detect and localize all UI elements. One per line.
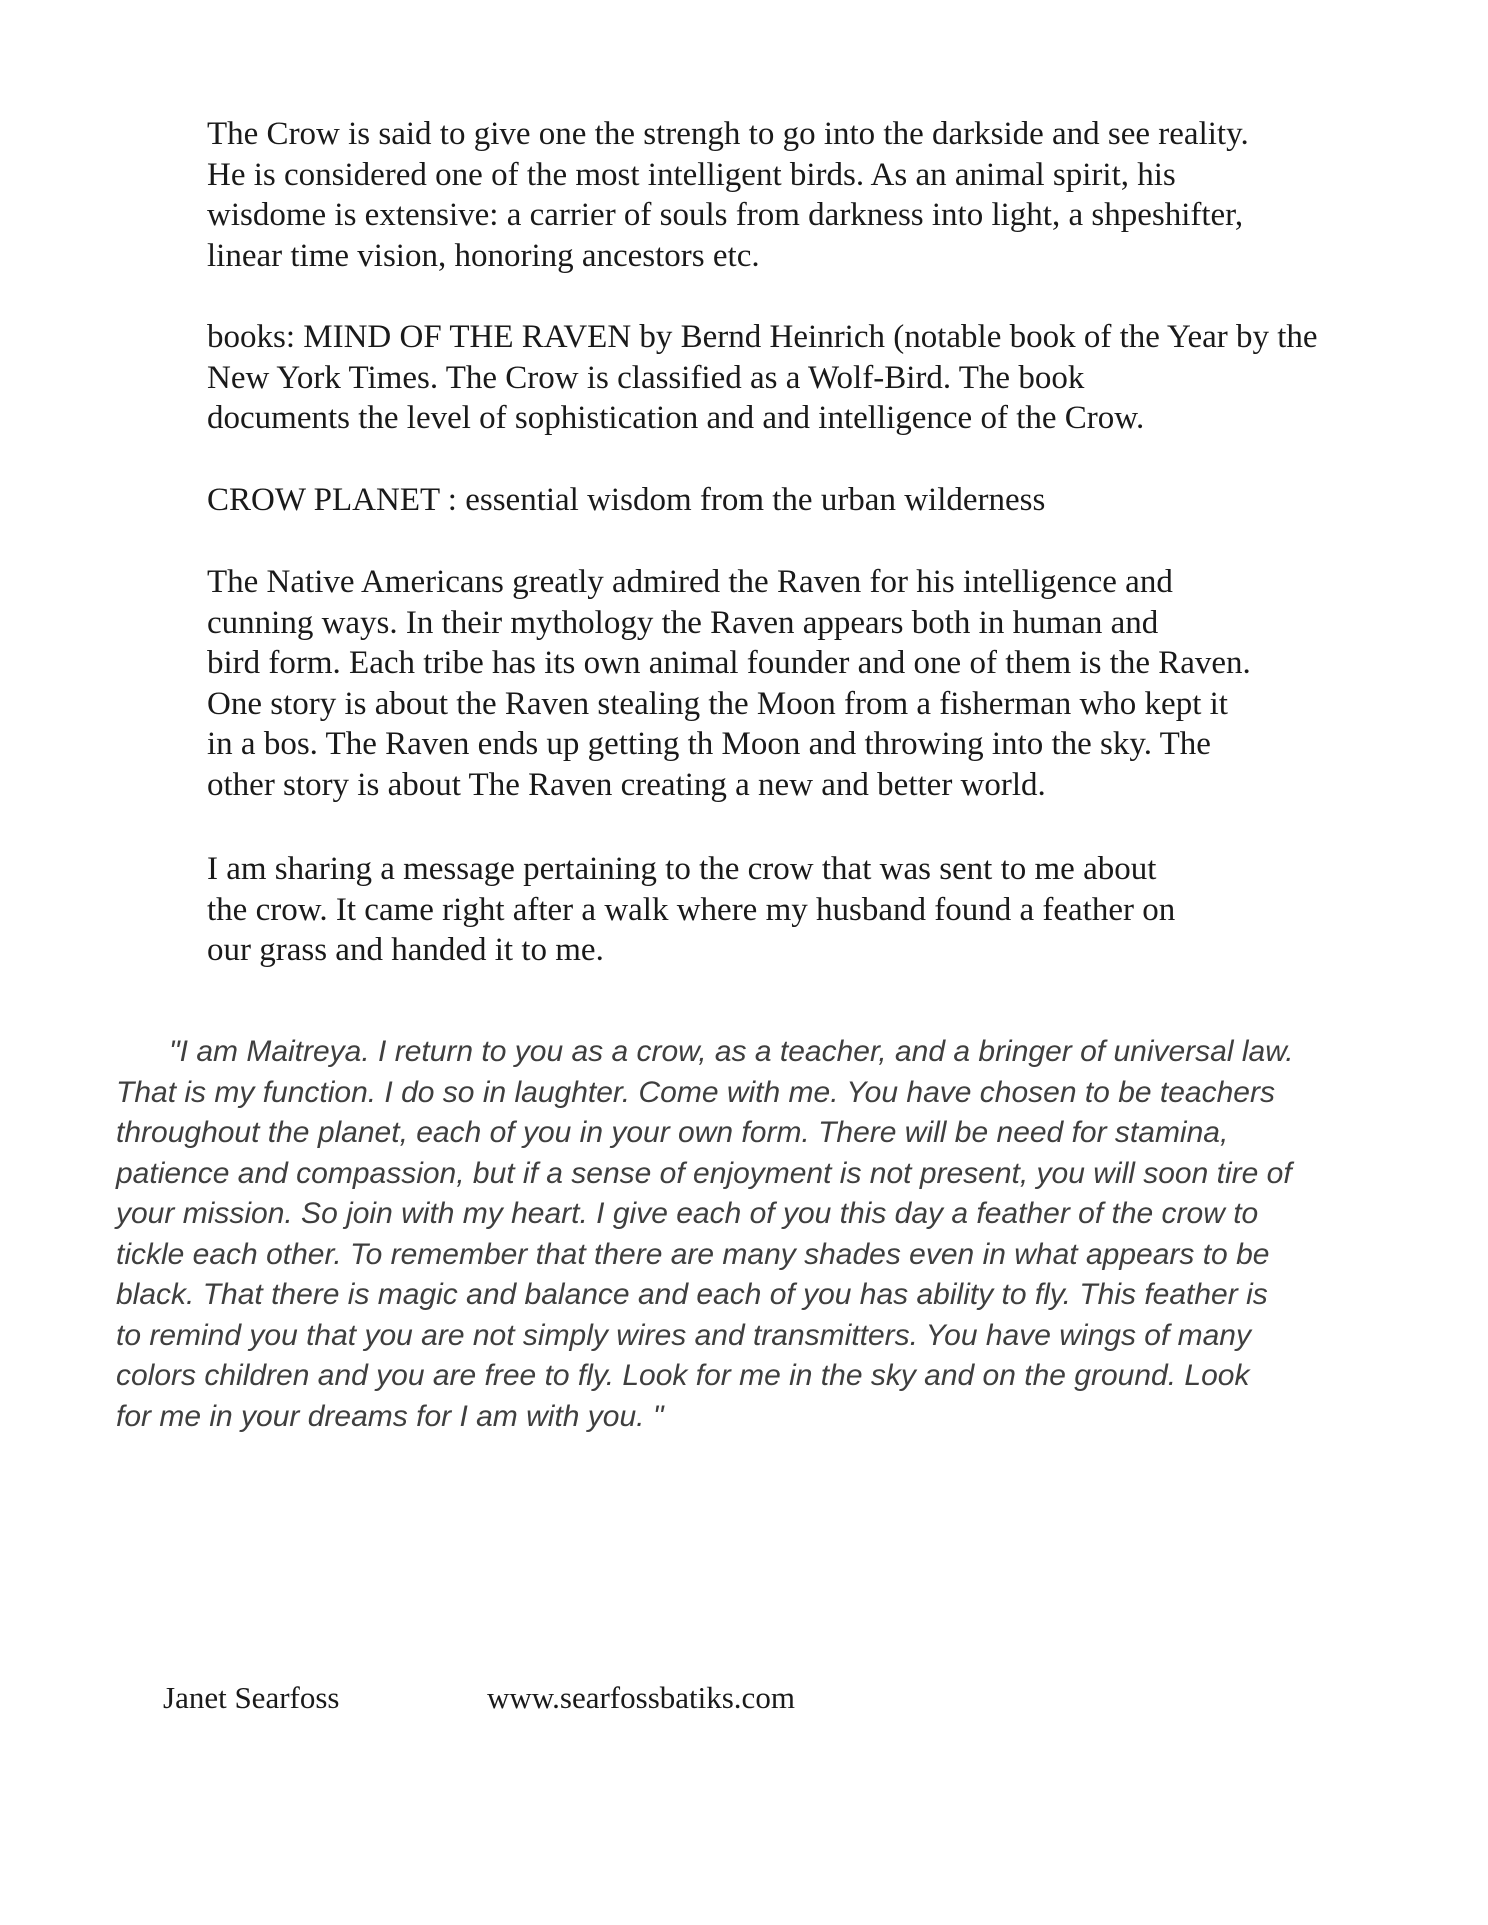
books-line: documents the level of sophistication and and intelligence of the Crow.	[207, 400, 1145, 436]
quote-line: your mission. So join with my heart. I give each of you this day a feather of the crow to	[116, 1197, 1259, 1230]
crow-planet-paragraph	[207, 480, 1045, 521]
books-line: books: MIND OF THE RAVEN by Bernd Heinrich (notable book of the Year by the	[207, 319, 1318, 355]
quote-line: to remind you that you are not simply wires and transmitters. You have wings of many	[116, 1318, 1251, 1352]
native-line: One story is about the Raven stealing the Moon from a fisherman who kept it	[207, 685, 1228, 722]
sharing-line: the crow. It came right after a walk where my husband found a feather on	[207, 891, 1176, 928]
intro-line: The Crow is said to give one the strengh to go into the darkside and see reality.	[207, 116, 1249, 152]
quote-line: throughout the planet, each of you in your own form. There will be need for stamina,	[116, 1116, 1229, 1149]
quote-line: for me in your dreams for I am with you. "	[116, 1399, 664, 1433]
quote-line: colors children and you are free to fly. Look for me in the sky and on the ground. Look	[116, 1359, 1250, 1392]
intro-paragraph	[207, 114, 1249, 276]
quote-line: patience and compassion, but if a sense of enjoyment is not present, you will soon tire of	[116, 1156, 1292, 1190]
intro-line: wisdome is extensive: a carrier of souls from darkness into light, a shpeshifter,	[207, 197, 1244, 233]
native-line: in a bos. The Raven ends up getting th Moon and throwing into the sky. The	[207, 726, 1211, 762]
sharing-line: our grass and handed it to me.	[207, 932, 604, 968]
crow-planet-line: CROW PLANET : essential wisdom from the urban wilderness	[207, 482, 1046, 518]
books-line: New York Times. The Crow is classified as a Wolf-Bird. The book	[207, 359, 1085, 396]
native-line: The Native Americans greatly admired the Raven for his intelligence and	[207, 564, 1173, 600]
quote-line: black. That there is magic and balance and each of you has ability to fly. This feather is	[116, 1278, 1268, 1311]
native-line: bird form. Each tribe has its own animal founder and one of them is the Raven.	[207, 645, 1251, 681]
sharing-line: I am sharing a message pertaining to the crow that was sent to me about	[207, 851, 1157, 887]
intro-line: linear time vision, honoring ancestors etc.	[207, 237, 760, 274]
books-paragraph	[207, 317, 1318, 439]
author-name: Janet Searfoss	[163, 1680, 340, 1715]
native-americans-paragraph	[207, 562, 1251, 805]
native-line: cunning ways. In their mythology the Raven appears both in human and	[207, 604, 1159, 641]
quote-line: "I am Maitreya. I return to you as a crow, as a teacher, and a bringer of universal law.	[169, 1035, 1294, 1068]
website-link[interactable]: www.searfossbatiks.com	[487, 1680, 795, 1715]
sharing-paragraph	[207, 849, 1175, 971]
quote-line: tickle each other. To remember that there are many shades even in what appears to be	[116, 1237, 1270, 1271]
maitreya-quote	[116, 1032, 1476, 1437]
native-line: other story is about The Raven creating a new and better world.	[207, 766, 1046, 803]
quote-line: That is my function. I do so in laughter. Come with me. You have chosen to be teachers	[116, 1075, 1275, 1109]
intro-line: He is considered one of the most intelligent birds. As an animal spirit, his	[207, 156, 1176, 193]
